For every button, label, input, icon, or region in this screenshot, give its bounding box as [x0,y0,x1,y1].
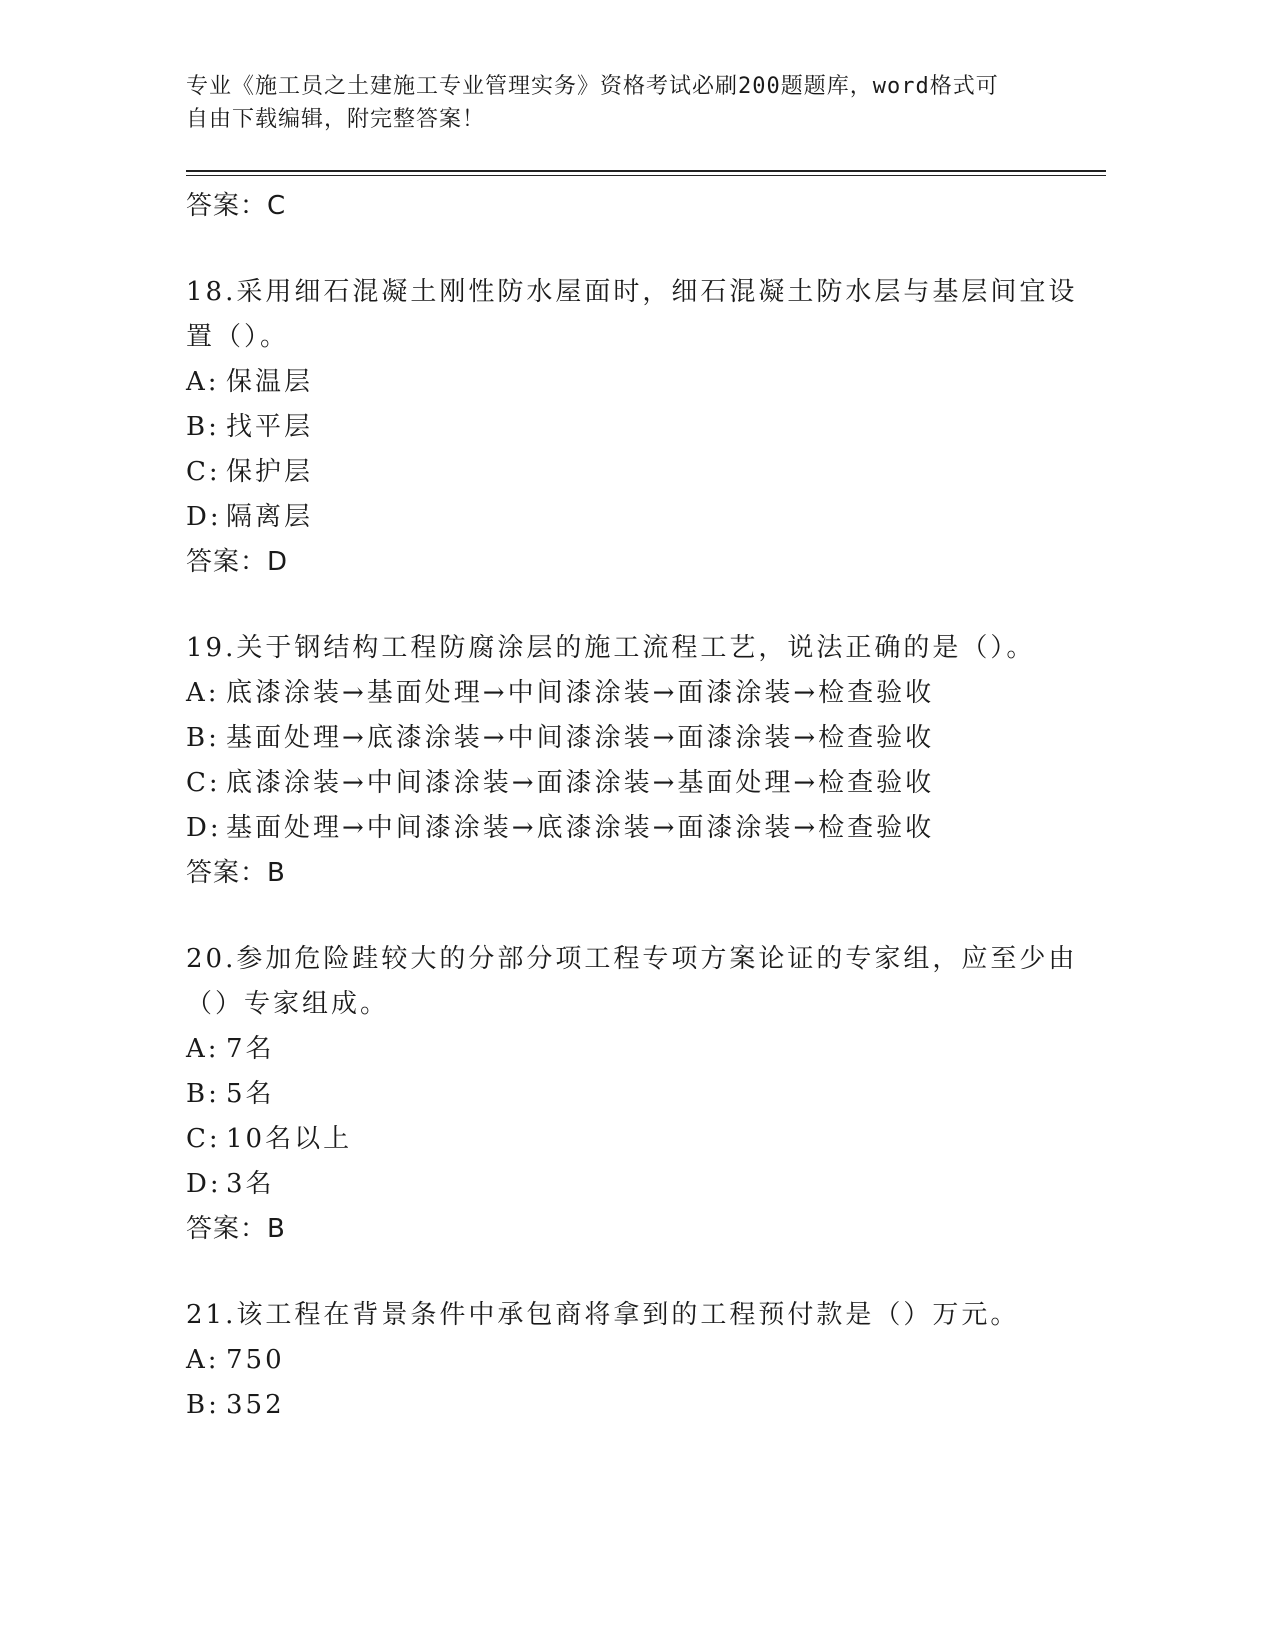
option-c: C: 10名以上 [186,1124,353,1154]
header-line-1: 专业《施工员之土建施工专业管理实务》资格考试必刷200题题库，word格式可 [186,74,999,99]
answer-18: 答案：D [186,547,289,577]
question-20 [186,937,1106,1251]
question-18 [186,270,1106,584]
question-text: 20.参加危险跬较大的分部分项工程专项方案论证的专家组，应至少由（）专家组成。 [186,944,1078,1019]
answer-19: 答案：B [186,858,286,888]
header-divider [186,170,1106,176]
option-b: B: 352 [186,1390,285,1420]
option-c: C: 底漆涂装→中间漆涂装→面漆涂装→基面处理→检查验收 [186,768,935,798]
option-b: B: 找平层 [186,412,314,442]
document-page [186,70,1106,1428]
document-header [186,70,1046,136]
option-d: D: 隔离层 [186,502,314,532]
option-a: A: 750 [186,1345,285,1375]
option-b: B: 5名 [186,1079,275,1109]
question-19 [186,626,1106,895]
option-a: A: 底漆涂装→基面处理→中间漆涂装→面漆涂装→检查验收 [186,678,935,708]
answer-20: 答案：B [186,1214,286,1244]
option-a: A: 保温层 [186,367,314,397]
option-b: B: 基面处理→底漆涂装→中间漆涂装→面漆涂装→检查验收 [186,723,935,753]
answer-17: 答案：C [186,191,287,221]
question-text: 21.该工程在背景条件中承包商将拿到的工程预付款是（）万元。 [186,1300,1020,1330]
option-c: C: 保护层 [186,457,314,487]
option-a: A: 7名 [186,1034,275,1064]
option-d: D: 基面处理→中间漆涂装→底漆涂装→面漆涂装→检查验收 [186,813,935,843]
header-line-2: 自由下载编辑，附完整答案！ [186,107,486,132]
question-21 [186,1293,1106,1428]
question-text: 18.采用细石混凝土刚性防水屋面时，细石混凝土防水层与基层间宜设置（）。 [186,277,1078,352]
question-text: 19.关于钢结构工程防腐涂层的施工流程工艺，说法正确的是（）。 [186,633,1036,663]
option-d: D: 3名 [186,1169,275,1199]
